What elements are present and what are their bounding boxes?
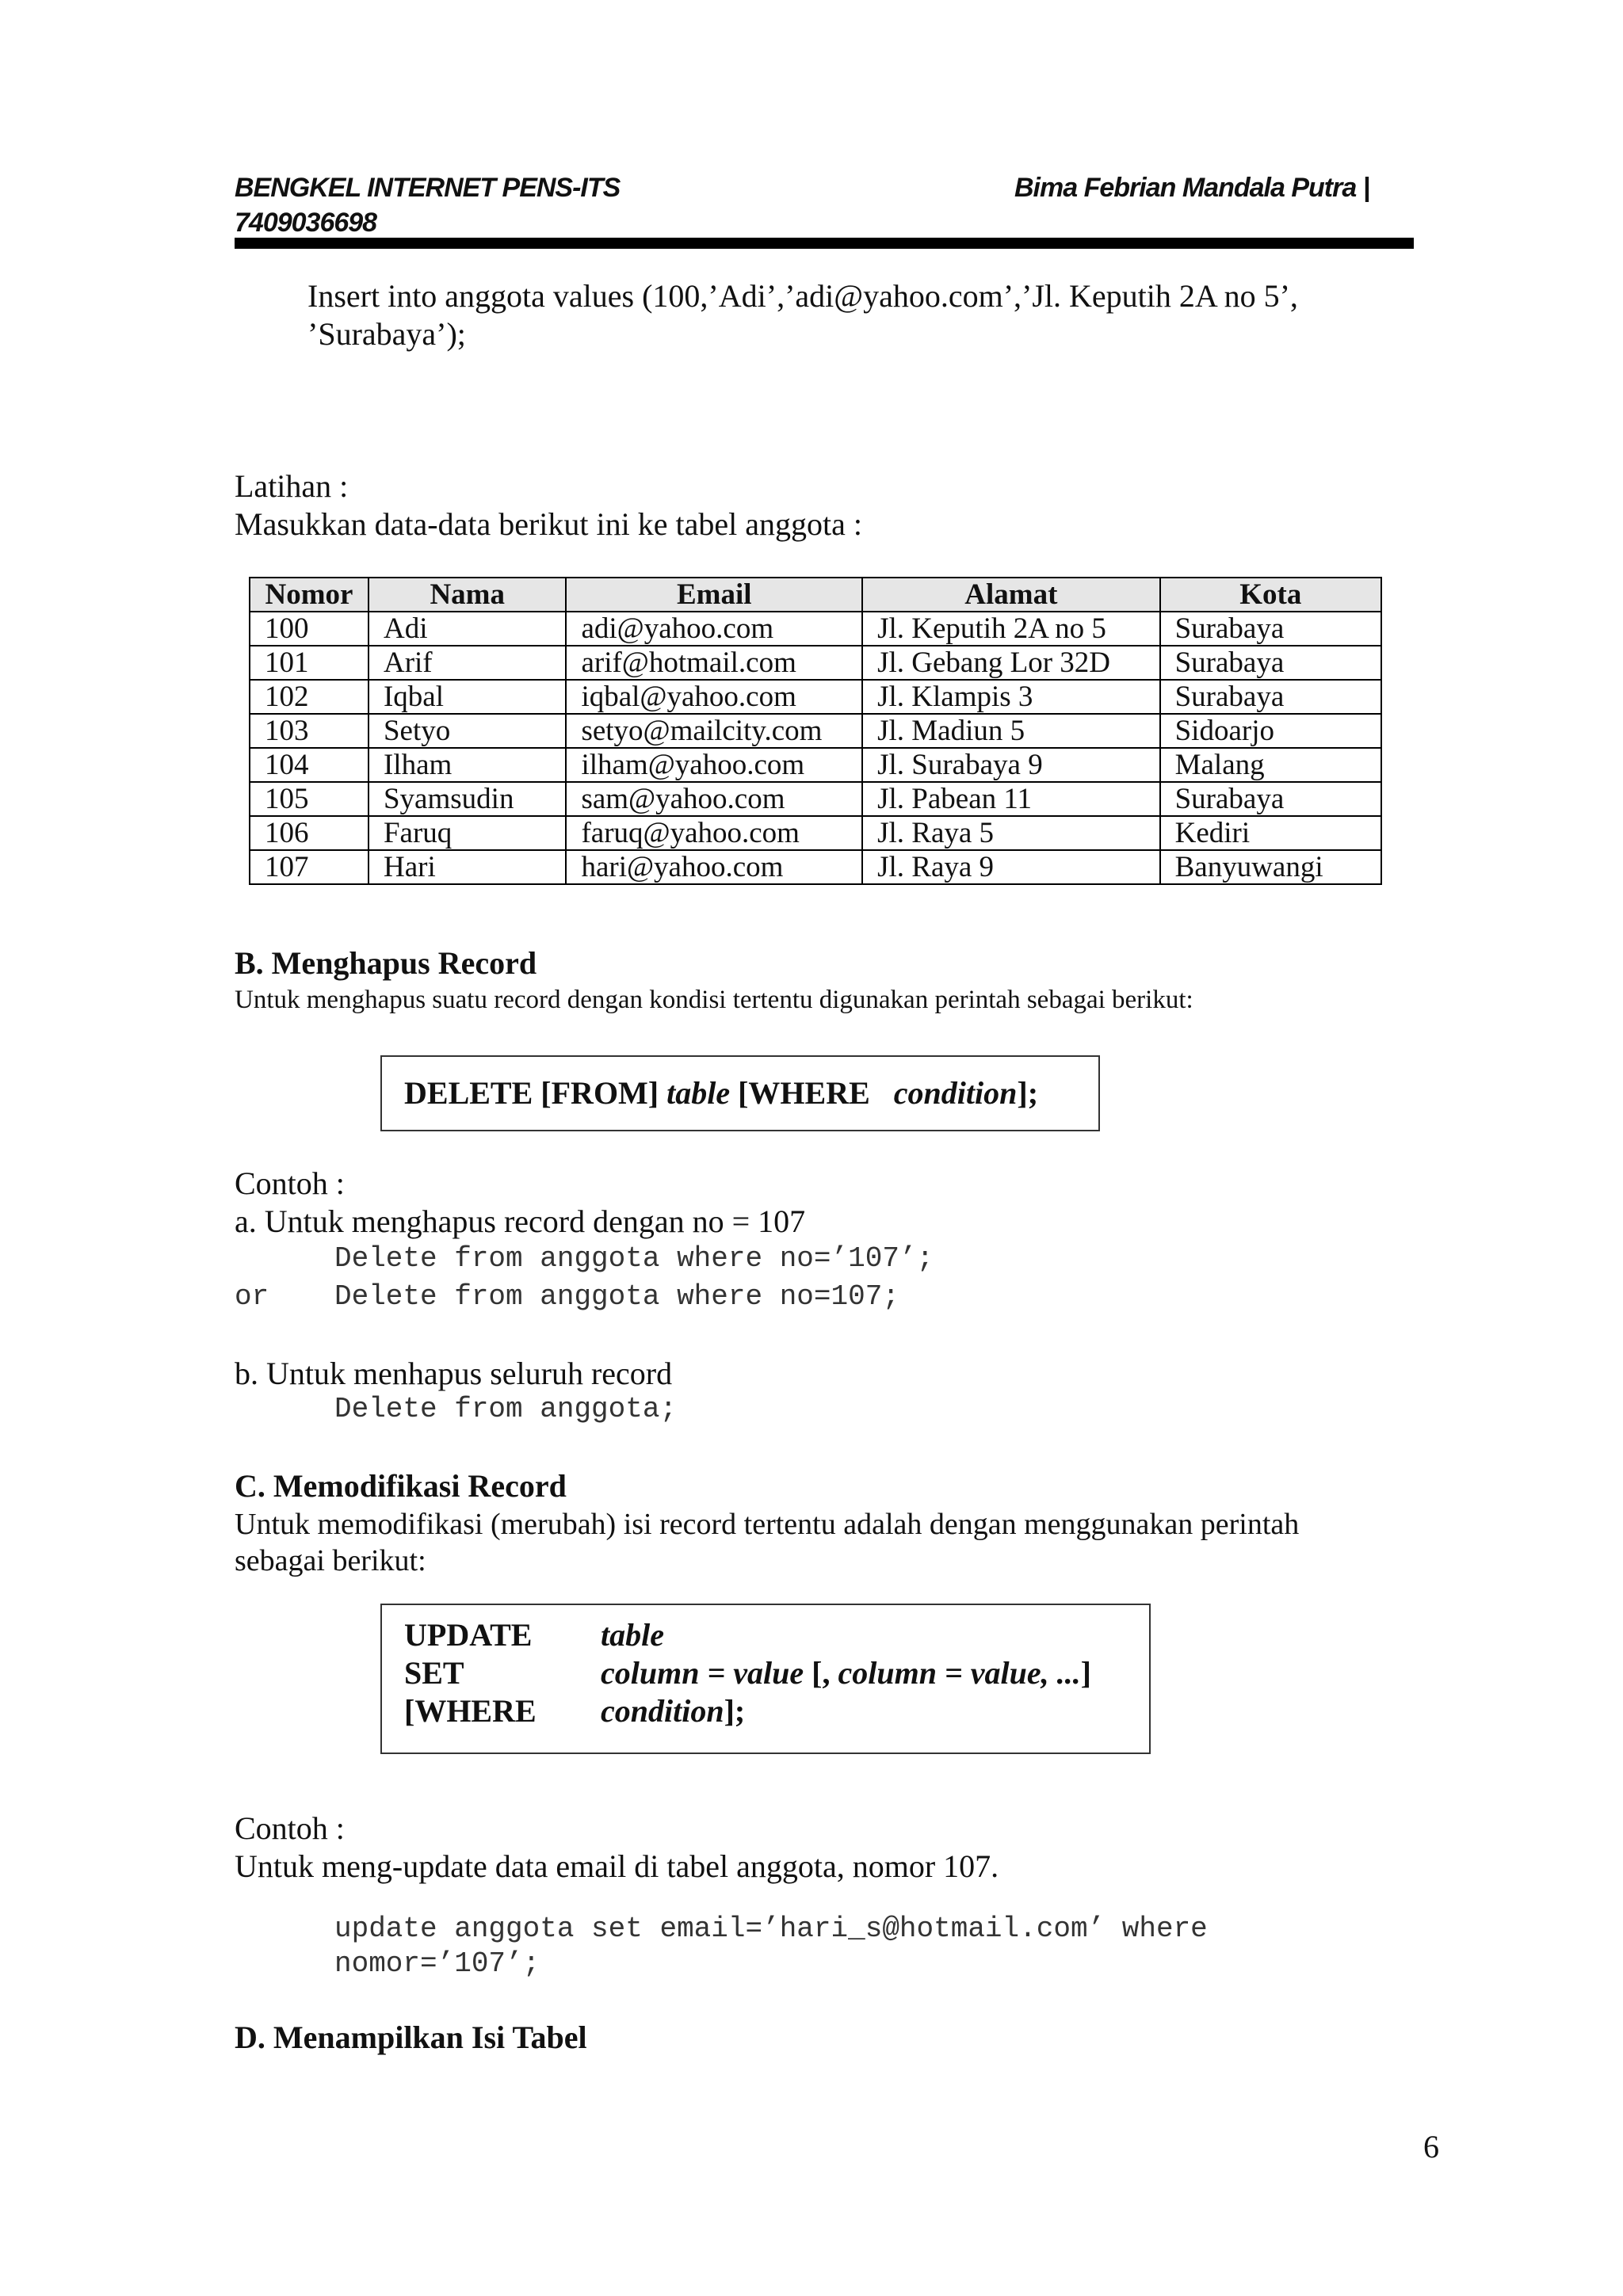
syntax-condition-placeholder: condition bbox=[893, 1075, 1018, 1111]
table-row bbox=[250, 850, 1381, 884]
section-c-contoh: Contoh : bbox=[235, 1810, 345, 1846]
table-cell: Jl. Klampis 3 bbox=[862, 680, 1160, 714]
table-row bbox=[250, 714, 1381, 748]
table-cell: 105 bbox=[250, 782, 369, 816]
table-cell: Hari bbox=[369, 850, 566, 884]
table-row bbox=[250, 612, 1381, 646]
column-header: Email bbox=[566, 578, 862, 612]
table-cell: Kediri bbox=[1160, 816, 1381, 850]
table-row bbox=[250, 646, 1381, 680]
syntax-column-value-more: column = value, ... bbox=[838, 1655, 1081, 1691]
latihan-instruction: Masukkan data-data berikut ini ke tabel anggota : bbox=[235, 506, 862, 542]
table-cell: Sidoarjo bbox=[1160, 714, 1381, 748]
section-c-example-text: Untuk meng-update data email di tabel anggota, nomor 107. bbox=[235, 1848, 999, 1884]
section-c-code-line1: update anggota set email=’hari_s@hotmail.com’ where bbox=[334, 1913, 1208, 1945]
set-syntax-row bbox=[404, 1654, 1091, 1691]
where-syntax-row bbox=[404, 1692, 745, 1730]
header-rule bbox=[235, 238, 1414, 249]
section-c-description-line1: Untuk memodifikasi (merubah) isi record tertentu adalah dengan menggunakan perintah bbox=[235, 1508, 1300, 1541]
table-cell: arif@hotmail.com bbox=[566, 646, 862, 680]
section-b-a-text: a. Untuk menghapus record dengan no = 107 bbox=[235, 1203, 806, 1239]
syntax-column-value: column = value bbox=[601, 1655, 804, 1691]
table-row bbox=[250, 680, 1381, 714]
header-left-line1: BENGKEL INTERNET PENS-ITS bbox=[235, 173, 621, 203]
table-cell: Jl. Raya 5 bbox=[862, 816, 1160, 850]
section-c-title: C. Memodifikasi Record bbox=[235, 1468, 567, 1504]
syntax-end: ]; bbox=[1017, 1075, 1039, 1111]
insert-example-line2: ’Surabaya’); bbox=[307, 316, 466, 352]
table-cell: 100 bbox=[250, 612, 369, 646]
section-b-a-code1: Delete from anggota where no=’107’; bbox=[334, 1242, 934, 1275]
table-cell: 102 bbox=[250, 680, 369, 714]
table-cell: sam@yahoo.com bbox=[566, 782, 862, 816]
table-cell: Surabaya bbox=[1160, 646, 1381, 680]
column-header: Nama bbox=[369, 578, 566, 612]
table-row bbox=[250, 782, 1381, 816]
section-b-a-or: or bbox=[235, 1280, 269, 1313]
table-cell: Jl. Raya 9 bbox=[862, 850, 1160, 884]
section-b-b-text: b. Untuk menhapus seluruh record bbox=[235, 1356, 673, 1391]
column-header: Alamat bbox=[862, 578, 1160, 612]
section-b-a-code2: Delete from anggota where no=107; bbox=[334, 1280, 899, 1313]
syntax-set-keyword: SET bbox=[404, 1655, 464, 1691]
table-cell: Arif bbox=[369, 646, 566, 680]
section-b-description: Untuk menghapus suatu record dengan kondisi tertentu digunakan perintah sebagai berikut: bbox=[235, 986, 1193, 1014]
table-cell: iqbal@yahoo.com bbox=[566, 680, 862, 714]
table-cell: Surabaya bbox=[1160, 680, 1381, 714]
insert-example-line1: Insert into anggota values (100,’Adi’,’adi@yahoo.com’,’Jl. Keputih 2A no 5’, bbox=[307, 278, 1298, 314]
table-cell: Jl. Madiun 5 bbox=[862, 714, 1160, 748]
section-b-contoh: Contoh : bbox=[235, 1165, 345, 1201]
syntax-bracket-open: [, bbox=[812, 1655, 838, 1691]
table-cell: 107 bbox=[250, 850, 369, 884]
table-cell: Banyuwangi bbox=[1160, 850, 1381, 884]
table-cell: setyo@mailcity.com bbox=[566, 714, 862, 748]
table-cell: Malang bbox=[1160, 748, 1381, 782]
syntax-from-keyword: [FROM] bbox=[540, 1075, 659, 1111]
syntax-bracket-close: ] bbox=[1080, 1655, 1091, 1691]
table-cell: faruq@yahoo.com bbox=[566, 816, 862, 850]
table-cell: 103 bbox=[250, 714, 369, 748]
table-body bbox=[250, 612, 1381, 884]
delete-syntax bbox=[404, 1074, 1038, 1112]
anggota-table bbox=[249, 577, 1382, 885]
table-cell: adi@yahoo.com bbox=[566, 612, 862, 646]
table-row bbox=[250, 748, 1381, 782]
table-cell: Jl. Gebang Lor 32D bbox=[862, 646, 1160, 680]
table-cell: 106 bbox=[250, 816, 369, 850]
header-left-line2: 7409036698 bbox=[235, 208, 377, 238]
latihan-title: Latihan : bbox=[235, 468, 349, 504]
header-right: Bima Febrian Mandala Putra | bbox=[1014, 173, 1370, 203]
table-cell: hari@yahoo.com bbox=[566, 850, 862, 884]
table-cell: 104 bbox=[250, 748, 369, 782]
syntax-condition-placeholder: condition bbox=[601, 1693, 724, 1729]
column-header: Kota bbox=[1160, 578, 1381, 612]
section-c-description-line2: sebagai berikut: bbox=[235, 1544, 426, 1577]
syntax-delete-keyword: DELETE bbox=[404, 1075, 533, 1111]
table-cell: Jl. Pabean 11 bbox=[862, 782, 1160, 816]
table-cell: Faruq bbox=[369, 816, 566, 850]
syntax-update-keyword: UPDATE bbox=[404, 1617, 533, 1653]
section-b-b-code: Delete from anggota; bbox=[334, 1393, 678, 1425]
section-d-title: D. Menampilkan Isi Tabel bbox=[235, 2019, 587, 2055]
table-cell: Iqbal bbox=[369, 680, 566, 714]
section-b-title: B. Menghapus Record bbox=[235, 945, 537, 981]
update-syntax-box bbox=[380, 1604, 1151, 1754]
update-syntax-row bbox=[404, 1616, 664, 1653]
page-number: 6 bbox=[1423, 2129, 1439, 2164]
syntax-end: ]; bbox=[724, 1693, 746, 1729]
syntax-table-placeholder: table bbox=[666, 1075, 731, 1111]
table-cell: Surabaya bbox=[1160, 612, 1381, 646]
delete-syntax-box bbox=[380, 1055, 1100, 1131]
table-header-row bbox=[250, 578, 1381, 612]
table-cell: 101 bbox=[250, 646, 369, 680]
table-cell: Ilham bbox=[369, 748, 566, 782]
column-header: Nomor bbox=[250, 578, 369, 612]
table-cell: Jl. Surabaya 9 bbox=[862, 748, 1160, 782]
syntax-table-placeholder: table bbox=[601, 1617, 664, 1653]
table-row bbox=[250, 816, 1381, 850]
table-cell: Adi bbox=[369, 612, 566, 646]
table-cell: ilham@yahoo.com bbox=[566, 748, 862, 782]
table-cell: Jl. Keputih 2A no 5 bbox=[862, 612, 1160, 646]
section-c-code-line2: nomor=’107’; bbox=[334, 1947, 540, 1980]
table-cell: Setyo bbox=[369, 714, 566, 748]
table-cell: Surabaya bbox=[1160, 782, 1381, 816]
table-cell: Syamsudin bbox=[369, 782, 566, 816]
syntax-where-keyword: [WHERE bbox=[738, 1075, 870, 1111]
syntax-where-keyword: [WHERE bbox=[404, 1693, 537, 1729]
